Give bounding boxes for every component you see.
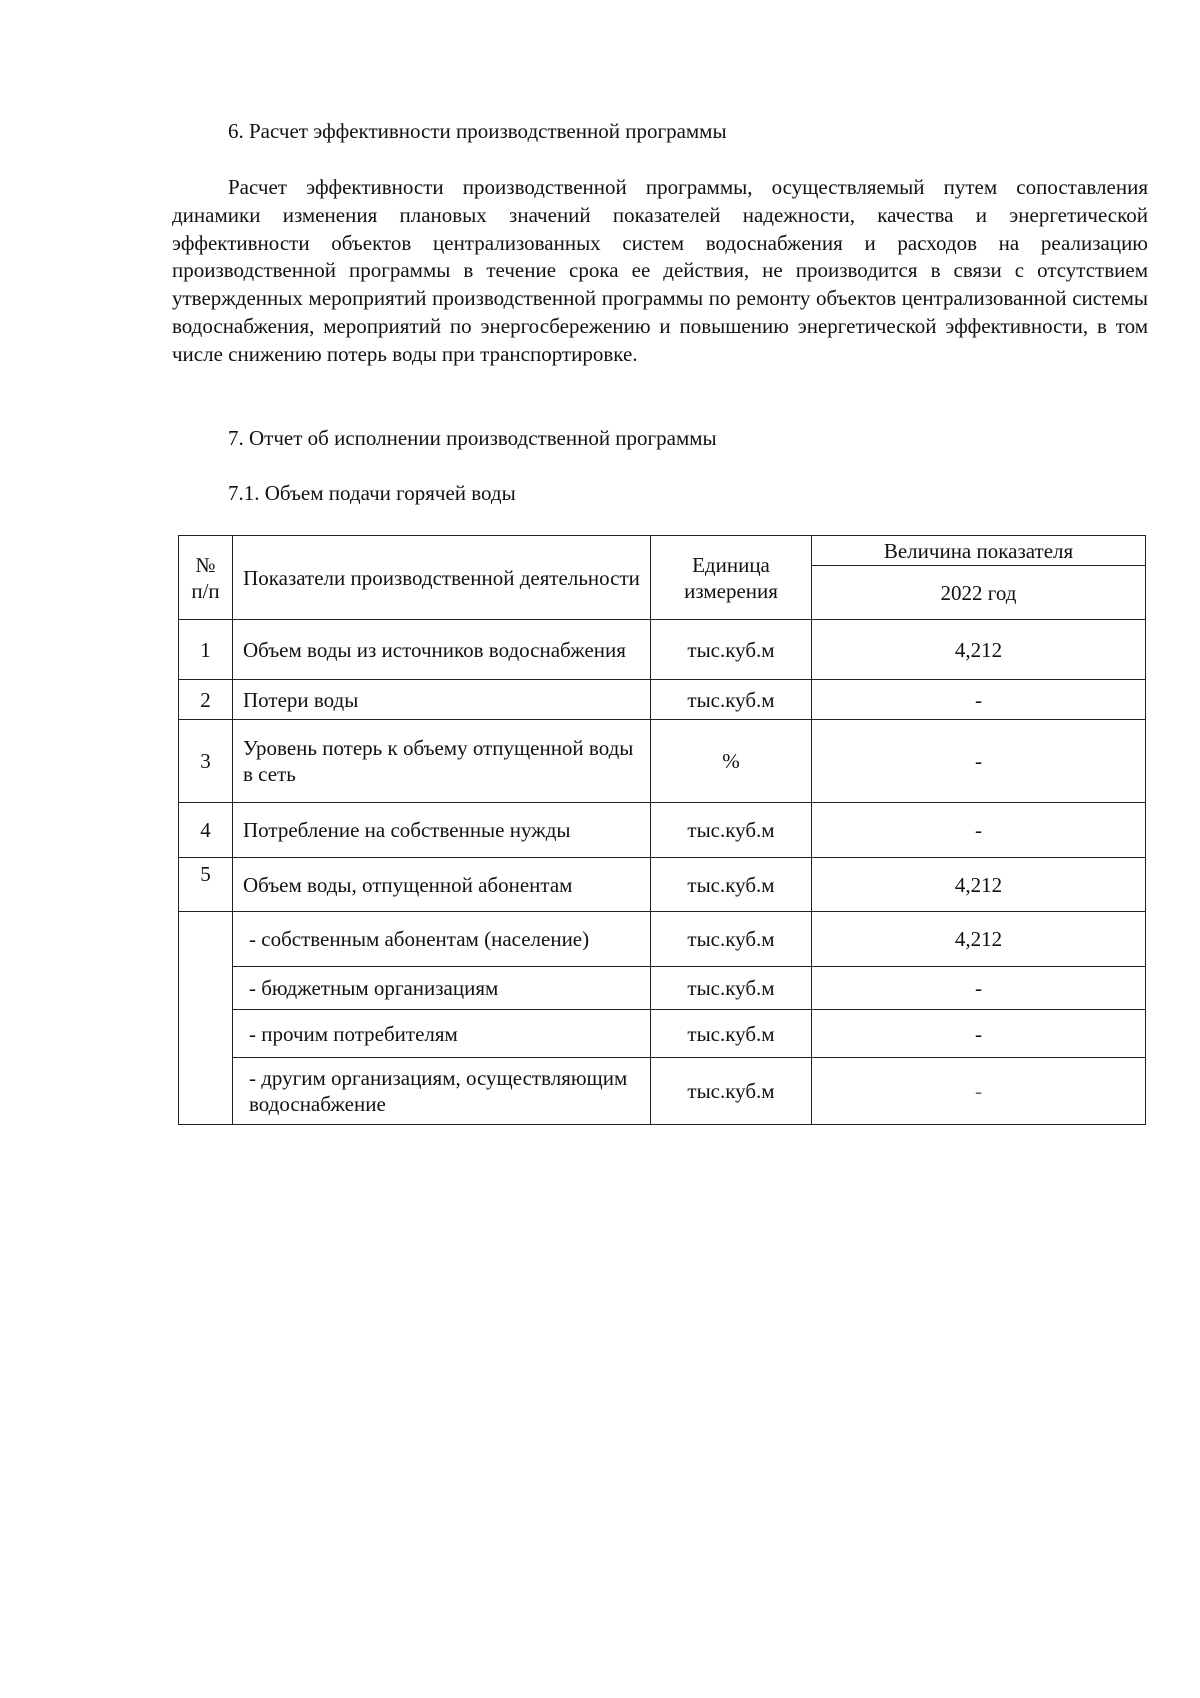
row-indicator: Объем воды из источников водоснабжения: [233, 620, 651, 680]
row-indicator: Потери воды: [233, 680, 651, 720]
row-indicator: Объем воды, отпущенной абонентам: [233, 858, 651, 912]
section-6-heading: 6. Расчет эффективности производственной программы: [228, 119, 727, 143]
row-value: 4,212: [812, 858, 1146, 912]
table-subrow: [179, 967, 1146, 1010]
row-num: 3: [179, 720, 233, 803]
subrow-value: -: [812, 967, 1146, 1010]
section-7-heading: 7. Отчет об исполнении производственной программы: [228, 426, 717, 450]
row-num: 1: [179, 620, 233, 680]
water-supply-table: [178, 535, 1146, 1125]
subrow-unit: тыс.куб.м: [651, 1010, 812, 1058]
table-subrow: [179, 912, 1146, 967]
table-header-row: [179, 536, 1146, 566]
header-year: 2022 год: [812, 566, 1146, 620]
table-subrow: [179, 1058, 1146, 1125]
subrow-unit: тыс.куб.м: [651, 912, 812, 967]
row-unit: тыс.куб.м: [651, 620, 812, 680]
row-num: 4: [179, 803, 233, 858]
row-unit: тыс.куб.м: [651, 858, 812, 912]
subrow-indicator: - прочим потребителям: [233, 1010, 651, 1058]
table-row: [179, 680, 1146, 720]
row-value: 4,212: [812, 620, 1146, 680]
subrow-value: -: [812, 1010, 1146, 1058]
row-unit: тыс.куб.м: [651, 803, 812, 858]
subrow-indicator: - другим организациям, осуществляющим водоснабжение: [233, 1058, 651, 1125]
row-indicator: Уровень потерь к объему отпущенной воды в сеть: [233, 720, 651, 803]
row-num: 2: [179, 680, 233, 720]
row-unit: тыс.куб.м: [651, 680, 812, 720]
row-indicator: Потребление на собственные нужды: [233, 803, 651, 858]
header-num: № п/п: [179, 536, 233, 620]
subrow-unit: тыс.куб.м: [651, 967, 812, 1010]
table-row: [179, 720, 1146, 803]
row-num: 5: [179, 858, 233, 912]
row-value: -: [812, 720, 1146, 803]
row-value: -: [812, 680, 1146, 720]
row-unit: %: [651, 720, 812, 803]
table-row: [179, 620, 1146, 680]
subrow-value: -: [812, 1058, 1146, 1125]
header-indicator: Показатели производственной деятельности: [233, 536, 651, 620]
subrow-num-empty: [179, 912, 233, 1125]
header-unit: Единица измерения: [651, 536, 812, 620]
section-6-paragraph: Расчет эффективности производственной программы, осуществляемый путем сопоставления динамики изменения плановых значений показателей надежности, качества и энергетической эффективности объектов централизованных систем водоснабжения и расходов на реализацию производственной программы в течение срока ее действия, не производится в связи с отсутствием утвержденных мероприятий производственной программы по ремонту объектов централизованной системы водоснабжения, мероприятий по энергосбережению и повышению энергетической эффективности, в том числе снижению потерь воды при транспортировке.: [172, 175, 1148, 366]
table-row: [179, 803, 1146, 858]
subrow-unit: тыс.куб.м: [651, 1058, 812, 1125]
subrow-value: 4,212: [812, 912, 1146, 967]
table-row: [179, 858, 1146, 912]
subrow-indicator: - собственным абонентам (население): [233, 912, 651, 967]
table-subrow: [179, 1010, 1146, 1058]
row-value: -: [812, 803, 1146, 858]
header-value: Величина показателя: [812, 536, 1146, 566]
subrow-indicator: - бюджетным организациям: [233, 967, 651, 1010]
section-7-1-heading: 7.1. Объем подачи горячей воды: [228, 481, 516, 505]
